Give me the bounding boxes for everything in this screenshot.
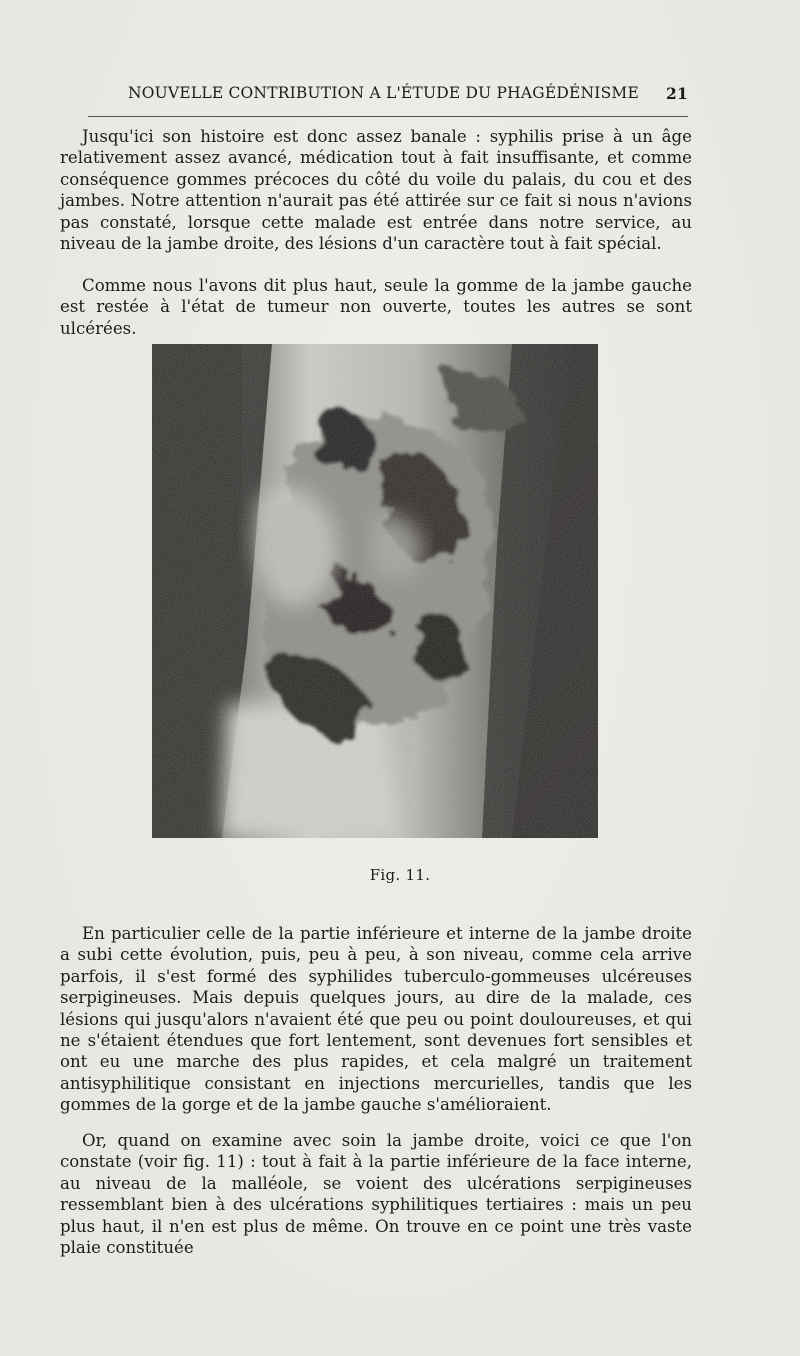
- paragraph-1: Jusqu'ici son histoire est donc assez banale : syphilis prise à un âge relativement assez avancé, médication tout à fait insuffisante, et comme conséquence gommes précoces du côté du voile du palais, du cou et des jambes. Notre attention n'aurait pas été attirée sur ce fait si nous n'avions pas constaté, lorsque cette malade est entrée dans notre service, au niveau de la jambe droite, des lésions d'un caractère tout à fait spécial.: [60, 127, 692, 254]
- paragraph-2: Comme nous l'avons dit plus haut, seule la gomme de la jambe gauche est restée à l'état de tumeur non ouverte, toutes les autres se sont ulcérées.: [60, 276, 692, 338]
- figure-caption: Fig. 11.: [369, 866, 431, 884]
- paragraph-4: Or, quand on examine avec soin la jambe droite, voici ce que l'on constate (voir fig. 11) : tout à fait à la partie inférieure de la face interne, au niveau de la malléole, se voient des ulcérations serpigineuses ressemblant bien à des ulcérations syphilitiques tertiaires : mais un peu plus haut, il n'en est plus de même. On trouve en ce point une très vaste plaie constituée: [60, 1131, 692, 1258]
- running-title: NOUVELLE CONTRIBUTION A L'ÉTUDE DU PHAGÉDÉNISME: [128, 84, 639, 102]
- figure-photograph: [152, 344, 598, 838]
- paragraph-3: En particulier celle de la partie inférieure et interne de la jambe droite a subi cette évolution, puis, peu à peu, à son niveau, comme cela arrive parfois, il s'est formé des syphilides tuberculo-gommeuses ulcéreuses serpigineuses. Mais depuis quelques jours, au dire de la malade, ces lésions qui jusqu'alors n'avaient été que peu ou point douloureuses, et qui ne s'étaient étendues que fort lentement, sont devenues fort sensibles et ont eu une marche des plus rapides, et cela malgré un traitement antisyphilitique consistant en injections mercurielles, tandis que les gommes de la gorge et de la jambe gauche s'amélioraient.: [60, 924, 692, 1115]
- header-rule: [88, 116, 688, 117]
- running-header: [88, 84, 688, 108]
- page-number: 21: [666, 84, 688, 103]
